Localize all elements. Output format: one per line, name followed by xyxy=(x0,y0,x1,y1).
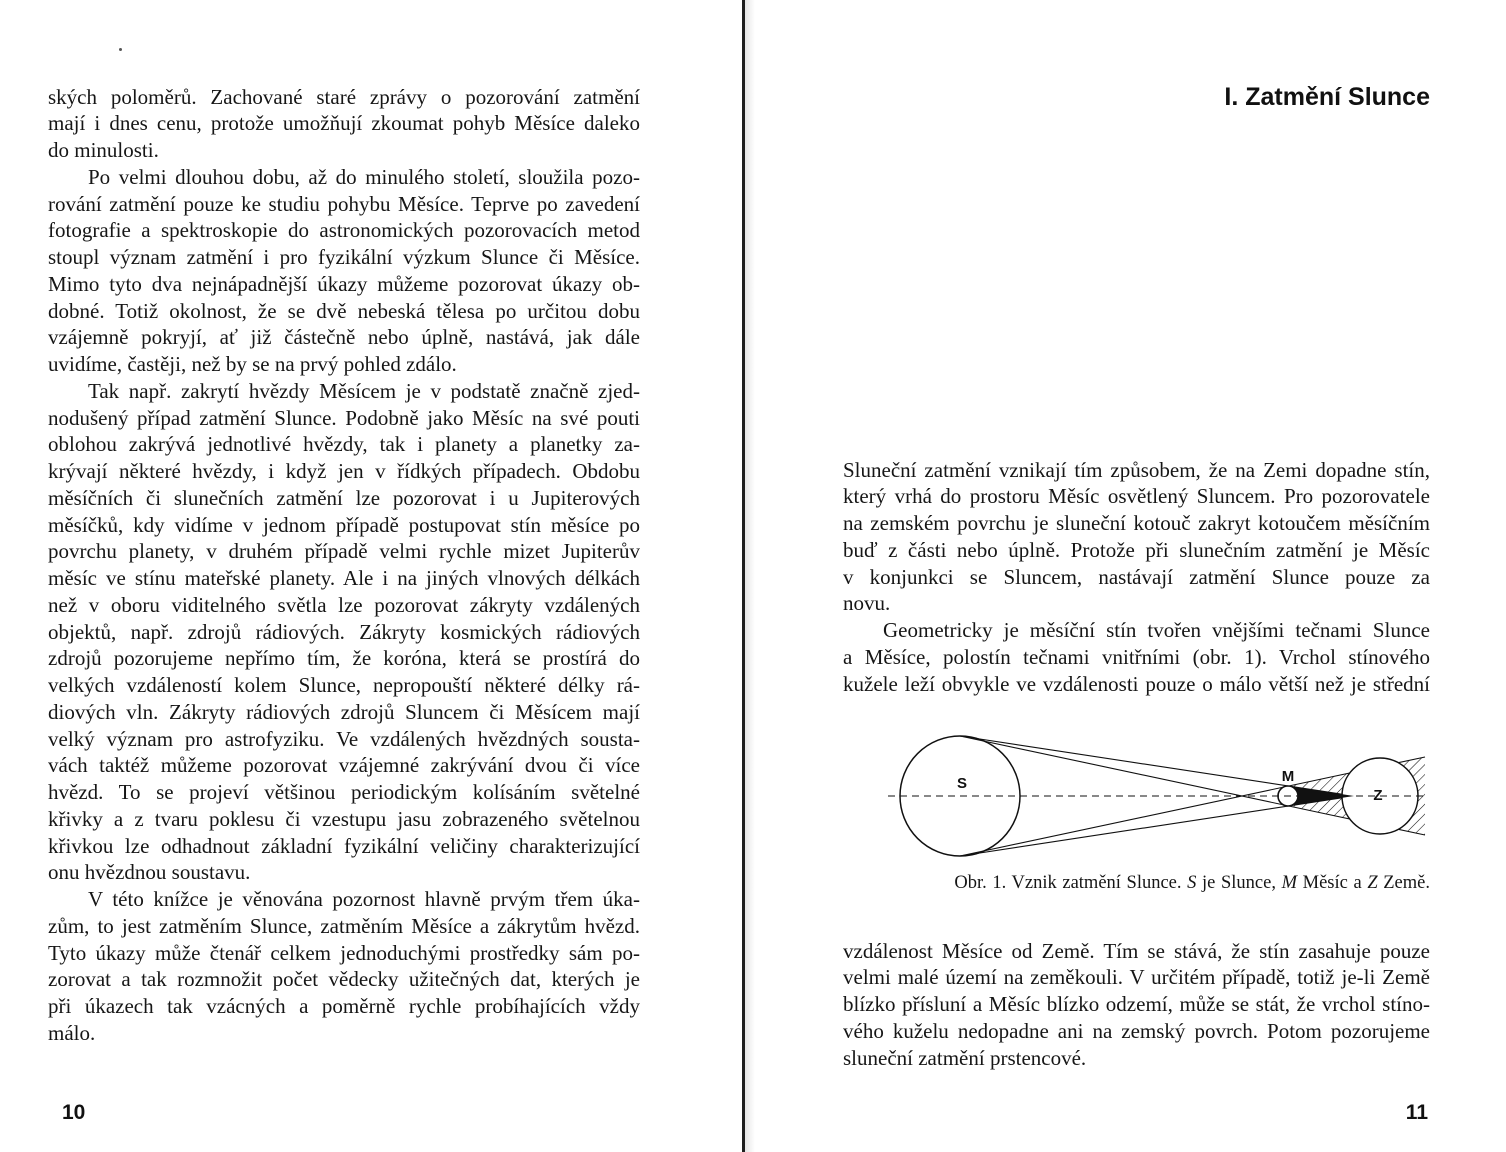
text-line: zům, to jest zatměním Slunce, zatměním Měsíce a zákrytům hvězd. xyxy=(48,913,640,938)
paragraph xyxy=(843,938,1430,1072)
text-line: fotografie a spektroskopie do astronomických pozorovacích metod xyxy=(48,218,640,243)
text-line: Mimo tyto dva nejnápadnější úkazy můžeme pozorovat úkazy ob- xyxy=(48,271,640,296)
text-line: hvězd. To se projeví většinou periodickým kolísáním světelné xyxy=(48,780,640,805)
paragraph xyxy=(48,378,640,886)
text-line: Tyto úkazy může čtenář celkem jednoduchými prostředky sám po- xyxy=(48,940,640,965)
sun-label: S xyxy=(956,775,968,792)
text-line: dobné. Totiž okolnost, že se dvě nebeská tělesa po určitou dobu xyxy=(48,298,640,323)
earth-label: Z xyxy=(1373,787,1383,804)
left-page xyxy=(0,0,743,1152)
text-line: krývají některé hvězdy, i když jen v řídkých případech. Obdobu xyxy=(48,459,640,484)
caption-moon-text: Měsíc a xyxy=(1302,873,1362,893)
text-line: měsíčních či slunečních zatmění lze pozorovat i u Jupiterových xyxy=(48,485,640,510)
text-line: vzdálenost Měsíce od Země. Tím se stává, že stín zasahuje pouze xyxy=(843,938,1430,963)
caption-earth-symbol: Z xyxy=(1367,873,1378,893)
text-line: velký význam pro astrofyziku. Ve vzdálených hvězdných sousta- xyxy=(48,726,640,751)
text-line: málo. xyxy=(48,1020,96,1045)
right-page-text-top xyxy=(843,457,1430,698)
text-line: Tak např. zakrytí hvězdy Měsícem je v podstatě značně zjed- xyxy=(88,378,640,403)
moon-label: M xyxy=(1281,768,1295,785)
text-line: při úkazech tak vzácných a poměrně rychle probíhajících vždy xyxy=(48,994,640,1019)
text-line: než v oboru viditelného světla lze pozorovat zákryty vzdálených xyxy=(48,592,640,617)
caption-moon-symbol: M xyxy=(1281,873,1298,893)
text-line: Sluneční zatmění vznikají tím způsobem, že na Zemi dopadne stín, xyxy=(843,457,1430,482)
text-line: onu hvězdnou soustavu. xyxy=(48,860,251,885)
right-page xyxy=(747,0,1506,1152)
paragraph xyxy=(48,886,640,1047)
text-line: sluneční zatmění prstencové. xyxy=(843,1045,1087,1070)
text-line: velmi malé území na zeměkouli. V určitém případě, totiž je-li Země xyxy=(843,965,1430,990)
paragraph xyxy=(48,164,640,378)
text-line: kužele leží obvykle ve vzdálenosti pouze o málo větší než je střední xyxy=(843,671,1430,696)
text-line: měsíc ve stínu mateřské planety. Ale i na jiných vlnových délkách xyxy=(48,566,640,591)
text-line: a Měsíce, polostín tečnami vnitřními (obr. 1). Vrchol stínového xyxy=(843,644,1430,669)
caption-earth-text: Země. xyxy=(1383,873,1430,893)
right-page-text-bottom xyxy=(843,938,1430,1072)
text-line: uvidíme, častěji, než by se na prvý pohled zdálo. xyxy=(48,352,457,377)
caption-lead: Obr. 1. Vznik zatmění Slunce. xyxy=(954,873,1182,893)
text-line: rování zatmění pouze ke studiu pohybu Měsíce. Teprve po zavedení xyxy=(48,191,640,216)
text-line: povrchu planety, v druhém případě velmi rychle mizet Jupiterův xyxy=(48,539,640,564)
text-line: stoupl význam zatmění i pro fyzikální výzkum Slunce či Měsíce. xyxy=(48,245,640,270)
text-line: oblohou zakrývá jednotlivé hvězdy, tak i planety a planetky za- xyxy=(48,432,640,457)
paragraph xyxy=(843,457,1430,618)
text-line: zorovat a tak rozmnožit počet vědecky užitečných dat, kterých je xyxy=(48,967,640,992)
text-line: který vrhá do prostoru Měsíc osvětlený Sluncem. Pro pozorovatele xyxy=(843,484,1430,509)
text-line: novu. xyxy=(843,591,891,616)
text-line: nodušený případ zatmění Slunce. Podobně jako Měsíc na své pouti xyxy=(48,405,640,430)
text-line: Geometricky je měsíční stín tvořen vnějšími tečnami Slunce xyxy=(883,618,1430,643)
text-line: ských poloměrů. Zachované staré zprávy o pozorování zatmění xyxy=(48,84,640,109)
text-line: mají i dnes cenu, protože umožňují zkoumat pohyb Měsíce daleko xyxy=(48,111,640,136)
text-line: velkých vzdáleností kolem Slunce, nepropouští některé délky rá- xyxy=(48,673,640,698)
page-number-right: 11 xyxy=(1405,1101,1428,1124)
text-line: do minulosti. xyxy=(48,138,159,163)
text-line: na zemském povrchu je sluneční kotouč zakryt kotoučem měsíčním xyxy=(843,511,1430,536)
paragraph xyxy=(48,84,640,164)
text-line: zdrojů pozorujeme nepřímo tím, že koróna, která se prostírá do xyxy=(48,646,640,671)
caption-sun-symbol: S xyxy=(1187,873,1197,893)
text-line: v konjunkci se Sluncem, nastávají zatmění Slunce pouze za xyxy=(843,564,1430,589)
eclipse-geometry-figure xyxy=(880,725,1435,870)
text-line: blízko přísluní a Měsíc blízko odzemí, může se stát, že vrchol stíno- xyxy=(843,992,1430,1017)
scan-speck xyxy=(119,48,122,51)
paragraph xyxy=(843,617,1430,697)
text-line: vého kuželu nedopadne ani na zemský povrch. Potom pozorujeme xyxy=(843,1018,1430,1043)
text-line: buď z části nebo úplně. Protože při slunečním zatmění je Měsíc xyxy=(843,537,1430,562)
text-line: objektů, např. zdrojů rádiových. Zákryty kosmických rádiových xyxy=(48,619,640,644)
left-page-text xyxy=(48,84,640,1047)
chapter-heading: I. Zatmění Slunce xyxy=(1224,83,1430,111)
text-line: měsíčků, kdy vidíme v jednom případě postupovat stín měsíce po xyxy=(48,512,640,537)
text-line: křivkou lze odhadnout základní fyzikální veličiny charakterizující xyxy=(48,833,640,858)
page-number-left: 10 xyxy=(62,1101,86,1124)
text-line: vách taktéž můžeme pozorovat vzájemné zakrývání dvou či více xyxy=(48,753,640,778)
text-line: diových vln. Zákryty rádiových zdrojů Sluncem či Měsícem mají xyxy=(48,699,640,724)
text-line: křivky a z tvaru poklesu či vzestupu jasu zobrazeného světelnou xyxy=(48,806,640,831)
caption-sun-text: je Slunce, xyxy=(1202,873,1276,893)
figure-caption xyxy=(880,871,1430,895)
text-line: vzájemně pokryjí, ať již částečně nebo úplně, nastává, jak dále xyxy=(48,325,640,350)
text-line: Po velmi dlouhou dobu, až do minulého století, sloužila pozo- xyxy=(88,164,640,189)
text-line: V této knížce je věnována pozornost hlavně prvým třem úka- xyxy=(88,887,640,912)
